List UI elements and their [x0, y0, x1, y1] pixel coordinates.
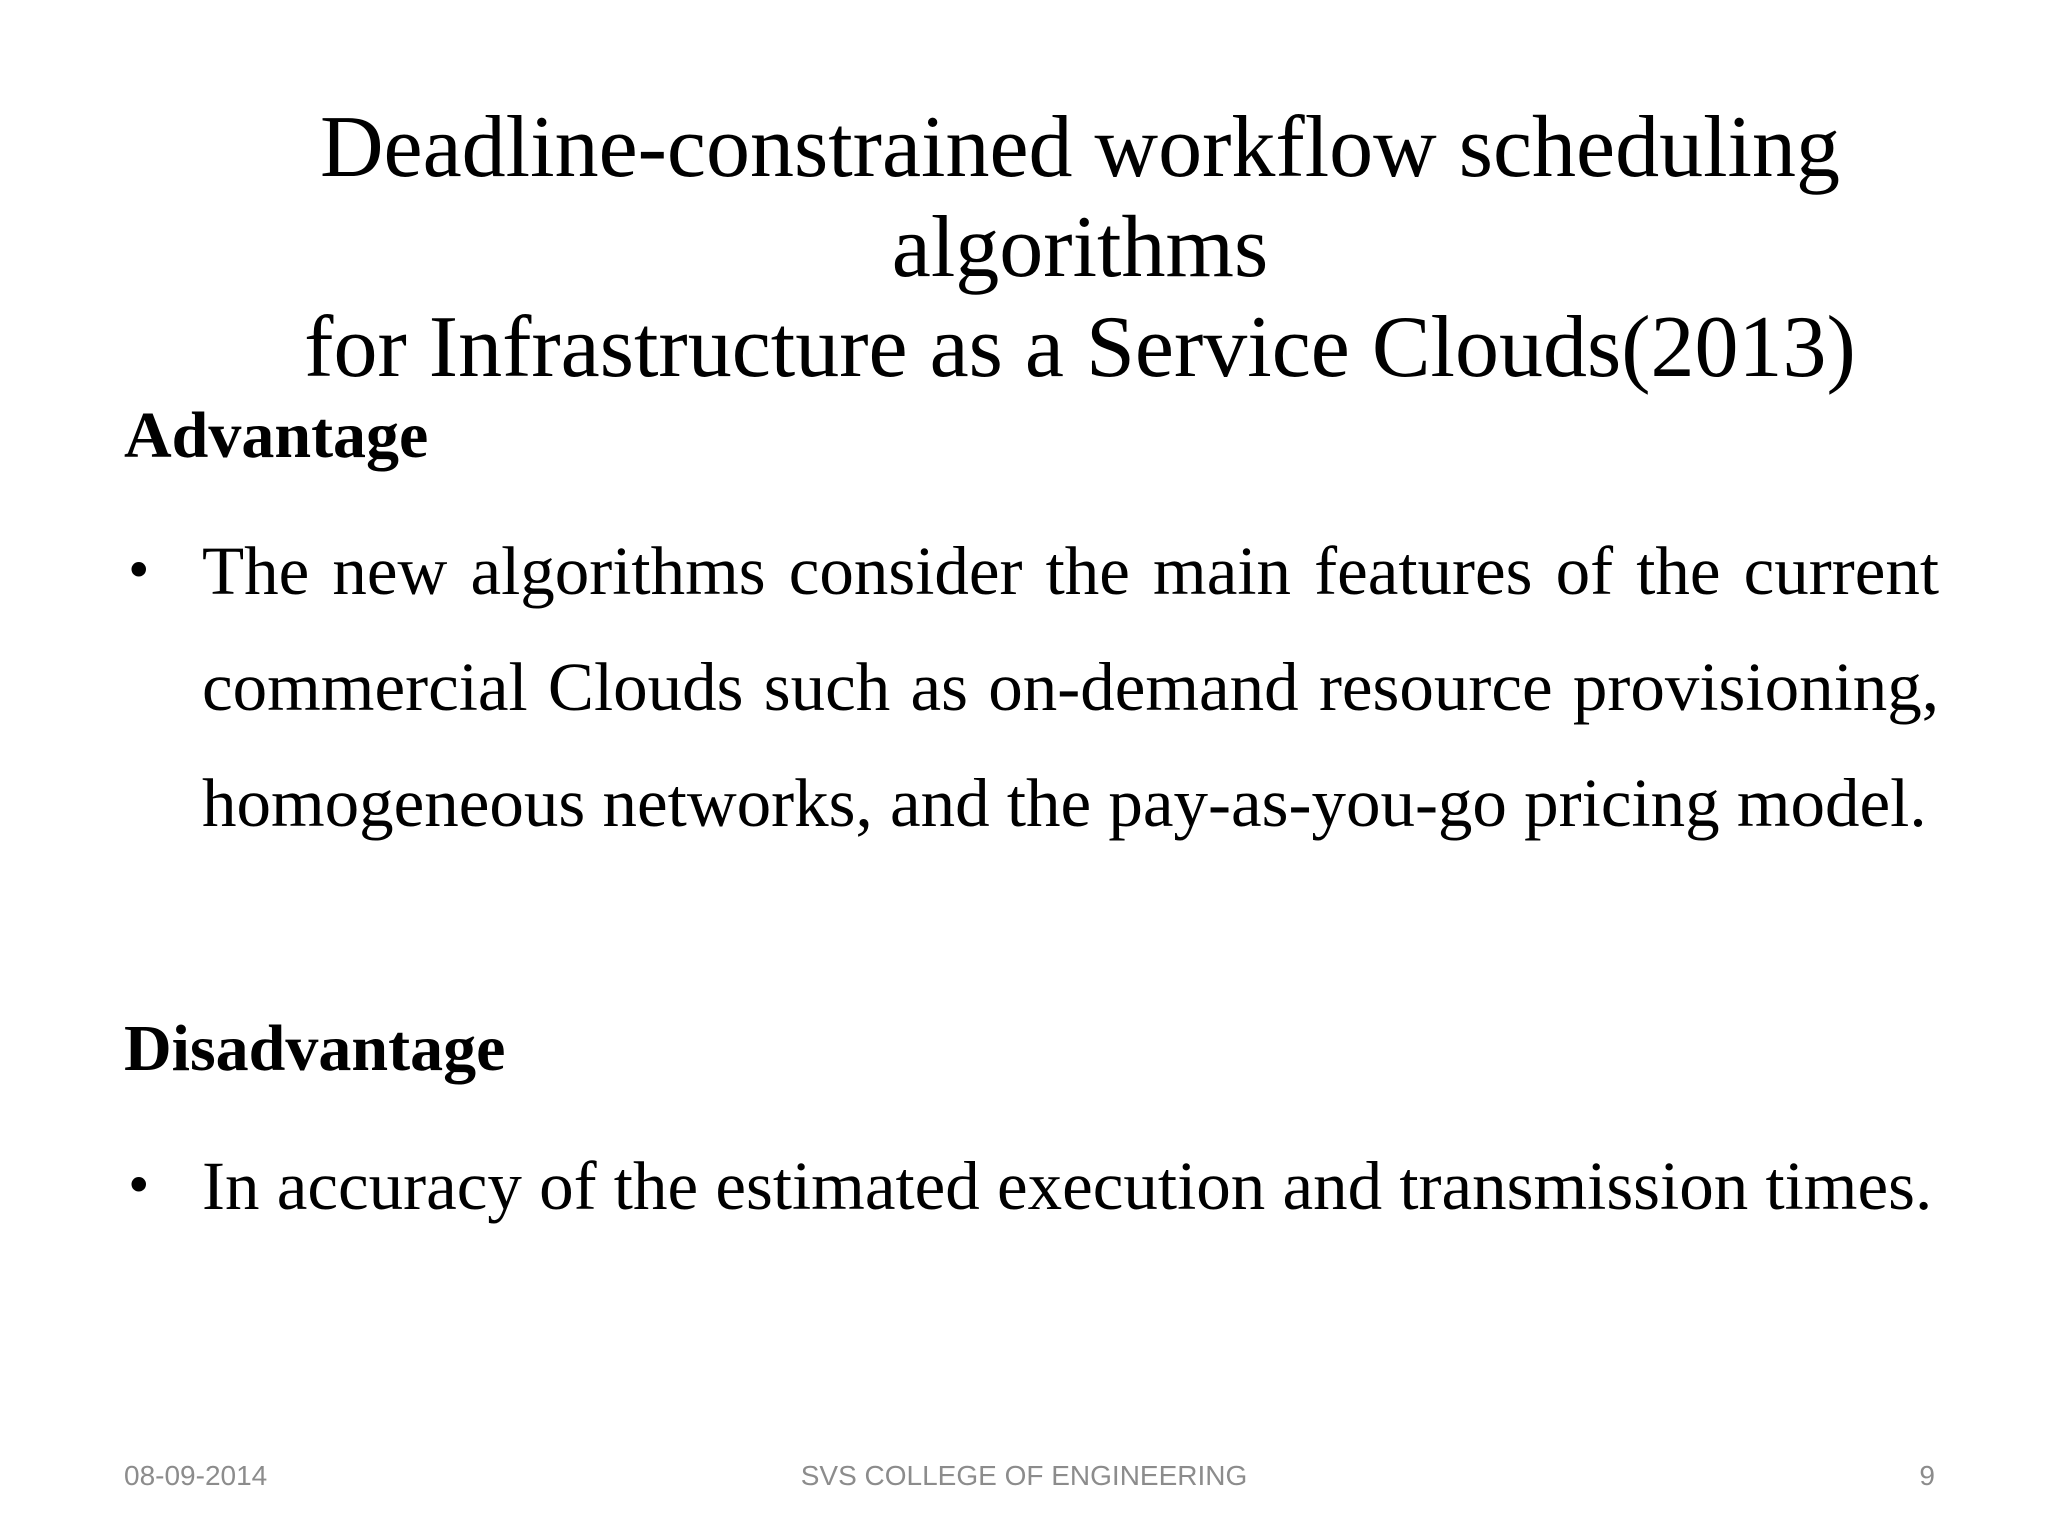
- footer-page-number: 9: [1919, 1460, 1935, 1491]
- slide-title: [140, 98, 2020, 398]
- disadvantage-heading: Disadvantage: [124, 1012, 506, 1085]
- advantage-bullet: [124, 513, 1939, 861]
- slide-title-line-2: for Infrastructure as a Service Clouds(2013): [304, 299, 1856, 396]
- slide-title-line-1: Deadline-constrained workflow scheduling algorithms: [320, 99, 1840, 296]
- footer-date: 08-09-2014: [124, 1460, 268, 1491]
- disadvantage-bullet-text: In accuracy of the estimated execution and transmission times.: [202, 1148, 1933, 1224]
- advantage-heading: Advantage: [124, 399, 429, 472]
- disadvantage-bullet: [124, 1128, 1939, 1244]
- footer-organization: SVS COLLEGE OF ENGINEERING: [800, 1460, 1248, 1491]
- bullet-icon: •: [124, 1157, 154, 1215]
- bullet-icon: •: [124, 542, 154, 600]
- advantage-bullet-text: The new algorithms consider the main features of the current commercial Clouds such as on-demand resource provisioning, homogeneous networks, and the pay-as-you-go pricing model.: [202, 533, 1939, 841]
